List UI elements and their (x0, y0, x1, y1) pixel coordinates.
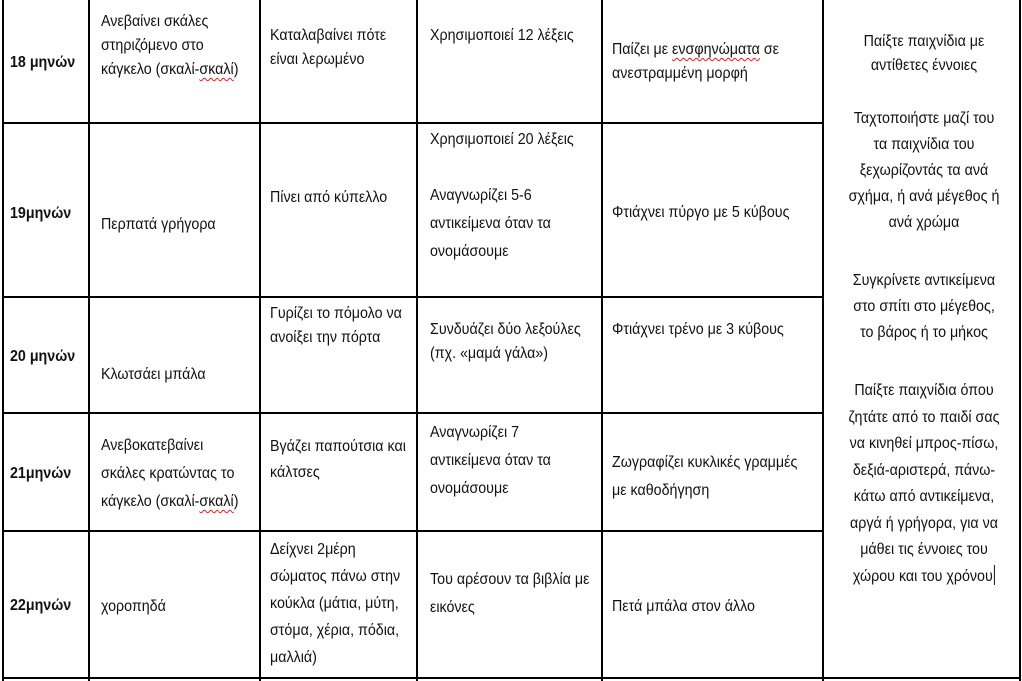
age-cell (10, 51, 75, 75)
text-cursor (994, 565, 995, 585)
self-care-cell (270, 24, 386, 72)
cell-line: αντικείμενα όταν τα (430, 215, 551, 232)
activity-paragraph (834, 378, 1014, 590)
fine-motor-cell (612, 595, 755, 619)
cell-line: χοροπηδά (101, 598, 166, 615)
activity-line: ξεχωρίζοντάς τα ανά (859, 162, 989, 179)
activity-line: Παίξτε παιχνίδια όπου (854, 382, 994, 399)
language-cell (430, 126, 574, 266)
activity-line: κάτω από αντικείμενα, (853, 488, 995, 505)
cell-line: Συνδυάζει δύο λεξούλες (430, 321, 581, 338)
cell-line: κάλτσες (270, 464, 320, 481)
cell-line: είναι λερωμένο (270, 51, 365, 68)
self-care-cell (270, 302, 402, 350)
cell-line: σκάλες κρατώντας το (101, 465, 235, 482)
language-cell (430, 318, 581, 366)
age-label: 21μηνών (10, 465, 72, 482)
cell-line: Πίνει από κύπελλο (270, 189, 388, 206)
row-divider-3 (2, 412, 823, 414)
age-cell (10, 594, 71, 618)
activity-line: ζητάτε από το παιδί σας (848, 408, 1000, 426)
activity-line: αντίθετες έννοιες (870, 57, 978, 74)
cell-line: Παίζει με ενσφηνώματα σε (612, 41, 780, 58)
self-care-cell (270, 536, 400, 671)
activity-paragraph (834, 106, 1014, 236)
age-cell (10, 462, 71, 486)
motor-cell (101, 213, 216, 237)
activity-line: να κινηθεί μπρος-πίσω, (849, 435, 999, 452)
cell-line: (πχ. «μαμά γάλα») (430, 345, 549, 362)
cell-line: Καταλαβαίνει πότε (270, 27, 387, 44)
motor-cell (101, 363, 206, 387)
age-label: 19μηνών (10, 205, 72, 222)
row-divider-1 (2, 122, 823, 124)
cell-line: αντικείμενα όταν τα (430, 452, 551, 469)
cell-line: Βγάζει παπούτσια και (270, 438, 406, 455)
language-cell (430, 566, 589, 622)
column-divider-2 (259, 0, 261, 681)
spellcheck-mark: σκαλί (199, 493, 234, 510)
row-divider-2 (2, 296, 823, 298)
cell-line: στηριζόμενο στο (101, 37, 204, 54)
cell-line: Περπατά γρήγορα (101, 216, 216, 233)
column-divider-5 (822, 0, 824, 681)
spellcheck-mark: ενσφηνώματα (672, 41, 760, 58)
activity-line: αργά ή γρήγορα, για να (850, 514, 998, 532)
language-cell (430, 419, 551, 503)
column-divider-4 (601, 0, 603, 681)
activity-line: Συγκρίνετε αντικείμενα (852, 272, 996, 289)
cell-line: κούκλα (μάτια, μύτη, (270, 595, 399, 612)
fine-motor-cell (612, 38, 779, 86)
cell-line: ανεστραμμένη μορφή (612, 65, 748, 82)
age-label: 22μηνών (10, 597, 72, 614)
activity-line: στο σπίτι στο μέγεθος, (853, 298, 995, 315)
cell-line: ονομάσουμε (430, 480, 509, 497)
cell-line: ονομάσουμε (430, 243, 509, 260)
motor-cell (101, 595, 166, 619)
activity-line: μάθει τις έννοιες του (860, 541, 988, 558)
activity-line: Ταχτοποιήστε μαζί του (853, 110, 995, 127)
table-border-right (1019, 0, 1021, 681)
motor-cell (101, 10, 238, 82)
fine-motor-cell (612, 201, 789, 225)
column-divider-3 (416, 0, 418, 681)
activity-line: τα παιχνίδια του (873, 136, 975, 153)
cell-line: με καθοδήγηση (612, 482, 710, 499)
column-divider-1 (88, 0, 90, 681)
cell-line: κάγκελο (σκαλί-σκαλί) (101, 61, 239, 78)
cell-line: μαλλιά) (270, 649, 317, 666)
self-care-cell (270, 186, 387, 210)
row-divider-4 (2, 530, 823, 532)
cell-line: Φτιάχνει τρένο με 3 κύβους (612, 321, 784, 338)
activity-line: χώρου και του χρόνου (852, 567, 993, 585)
cell-line: Δείχνει 2μέρη (270, 541, 356, 558)
table-border-left (2, 0, 4, 681)
fine-motor-cell (612, 449, 797, 505)
cell-line: Πετά μπάλα στον άλλο (612, 598, 755, 615)
cell-line: κάγκελο (σκαλί-σκαλί) (101, 493, 239, 510)
cell-line: Αναγνωρίζει 5-6 (430, 187, 532, 204)
cell-line: Αναγνωρίζει 7 (430, 424, 520, 441)
cell-line: Του αρέσουν τα βιβλία με (430, 571, 590, 588)
cell-line: Φτιάχνει πύργο με 5 κύβους (612, 204, 790, 221)
table-border-bottom (2, 677, 1021, 679)
cell-line: σώματος πάνω στην (270, 568, 401, 585)
cell-line: Ανεβαίνει σκάλες (101, 13, 209, 30)
activity-line: Παίξτε παιχνίδια με (863, 33, 985, 50)
motor-cell (101, 432, 238, 516)
cell-line: Ζωγραφίζει κυκλικές γραμμές (612, 454, 798, 471)
cell-line: Γυρίζει το πόμολο να (270, 305, 402, 322)
cell-line: Χρησιμοποιεί 20 λέξεις (430, 131, 574, 148)
language-cell (430, 24, 574, 48)
activity-line: σχήμα, ή ανά μέγεθος ή (848, 188, 1000, 205)
self-care-cell (270, 434, 406, 486)
age-cell (10, 202, 71, 226)
activity-line: ανά χρώμα (888, 214, 960, 231)
cell-line: στόμα, χέρια, πόδια, (270, 622, 400, 639)
cell-line: Ανεβοκατεβαίνει (101, 437, 204, 454)
activity-paragraph (834, 30, 1014, 78)
spellcheck-mark: σκαλί (199, 61, 234, 78)
cell-line: Χρησιμοποιεί 12 λέξεις (430, 27, 574, 44)
fine-motor-cell (612, 318, 784, 342)
cell-line (430, 154, 574, 182)
age-cell (10, 345, 75, 369)
activity-line: το βάρος ή το μήκος (860, 324, 988, 341)
activity-line: δεξιά-αριστερά, πάνω- (852, 461, 996, 479)
age-label: 18 μηνών (10, 54, 76, 71)
cell-line: εικόνες (430, 599, 475, 616)
activity-line-last (834, 564, 1014, 591)
cell-line: Κλωτσάει μπάλα (101, 366, 206, 383)
cell-line: ανοίξει την πόρτα (270, 329, 381, 346)
activity-paragraph (834, 268, 1014, 346)
age-label: 20 μηνών (10, 348, 76, 365)
